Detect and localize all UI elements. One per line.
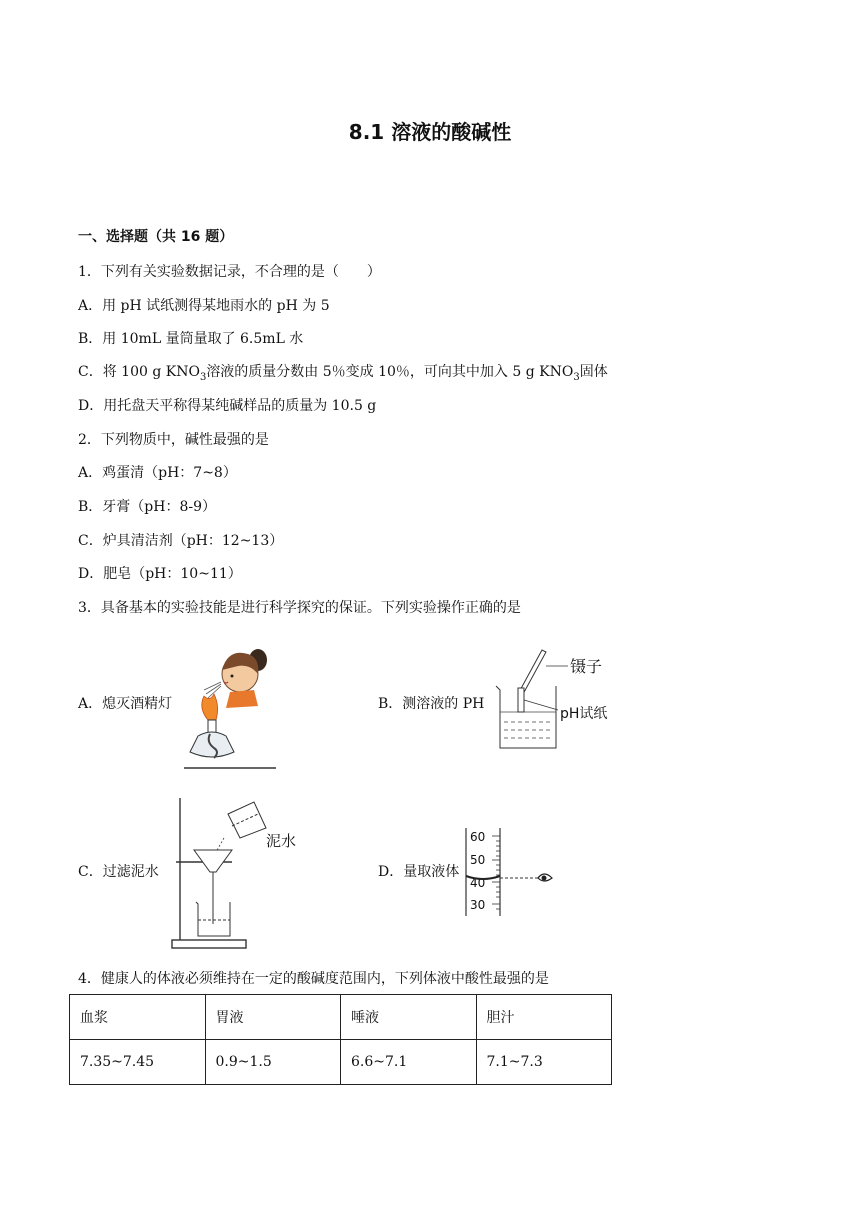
q4-stem: 4．健康人的体液必须维持在一定的酸碱度范围内，下列体液中酸性最强的是 [78, 971, 549, 987]
q1-stem: 1．下列有关实验数据记录，不合理的是（ ） [78, 264, 381, 280]
table-header-cell: 胆汁 [476, 995, 612, 1040]
graduated-cylinder-figure [464, 826, 564, 918]
tweezers-label: 镊子 [570, 657, 603, 676]
pouring-beaker-icon [228, 802, 266, 838]
q3-stem: 3．具备基本的实验技能是进行科学探究的保证。下列实验操作正确的是 [78, 600, 521, 616]
q1-option-c-text-2: 溶液的质量分数由 5％变成 10％，可向其中加入 5 g KNO [206, 364, 574, 380]
tick-label-30: 30 [470, 898, 486, 912]
q2-option-b: B．牙膏（pH：8-9） [78, 499, 217, 515]
q3-option-a: A．熄灭酒精灯 [78, 696, 173, 712]
alcohol-lamp-icon [184, 720, 276, 768]
tick-label-60: 60 [470, 830, 486, 844]
ph-test-figure [490, 644, 640, 754]
eye-icon [538, 874, 552, 881]
q2-option-a: A．鸡蛋清（pH：7~8） [78, 465, 237, 481]
muddy-water-label: 泥水 [266, 832, 297, 850]
section-heading: 一、选择题（共 16 题） [78, 229, 234, 245]
tick-label-50: 50 [470, 853, 486, 867]
table-cell: 0.9~1.5 [205, 1040, 341, 1085]
solution-lines-icon [500, 712, 556, 738]
q1-option-c-text-3: 固体 [579, 364, 608, 380]
q1-option-b: B．用 10mL 量筒量取了 6.5mL 水 [78, 331, 304, 347]
table-cell: 6.6~7.1 [341, 1040, 477, 1085]
tick-label-40: 40 [470, 876, 486, 890]
q3-option-c: C．过滤泥水 [78, 864, 159, 880]
table-cell: 7.1~7.3 [476, 1040, 612, 1085]
cylinder-ticks-icon [492, 836, 500, 909]
q1-option-c [78, 361, 608, 383]
q1-option-a: A．用 pH 试纸测得某地雨水的 pH 为 5 [78, 298, 330, 314]
page-title: 8.1 溶液的酸碱性 [348, 120, 512, 144]
ph-paper-label: pH试纸 [560, 706, 608, 722]
table-row [70, 1040, 612, 1085]
table-cell: 7.35~7.45 [70, 1040, 206, 1085]
q2-option-d: D．肥皂（pH：10~11） [78, 566, 242, 582]
q1-option-d: D．用托盘天平称得某纯碱样品的质量为 10.5 g [78, 398, 377, 414]
breath-lines-icon [204, 682, 221, 698]
table-header-cell: 血浆 [70, 995, 206, 1040]
body-fluid-ph-table [69, 994, 612, 1085]
q1-option-c-sub-2: 3 [573, 371, 580, 383]
filtration-figure [166, 796, 306, 952]
q1-option-c-sub-1: 3 [199, 371, 207, 383]
q1-option-c-text-1: C．将 100 g KNO [78, 364, 200, 380]
table-header-row [70, 995, 612, 1040]
girl-head-icon [222, 649, 267, 708]
beaker-icon [496, 686, 556, 748]
q2-option-c: C．炉具清洁剂（pH：12~13） [78, 533, 284, 549]
table-header-cell: 胃液 [205, 995, 341, 1040]
alcohol-lamp-figure [180, 624, 290, 776]
table-header-cell: 唾液 [341, 995, 477, 1040]
q2-stem: 2．下列物质中，碱性最强的是 [78, 432, 269, 448]
q3-option-d: D．量取液体 [378, 864, 460, 880]
flame-icon [202, 694, 218, 720]
q3-option-b: B．测溶液的 PH [378, 696, 485, 712]
funnel-icon [194, 850, 232, 924]
